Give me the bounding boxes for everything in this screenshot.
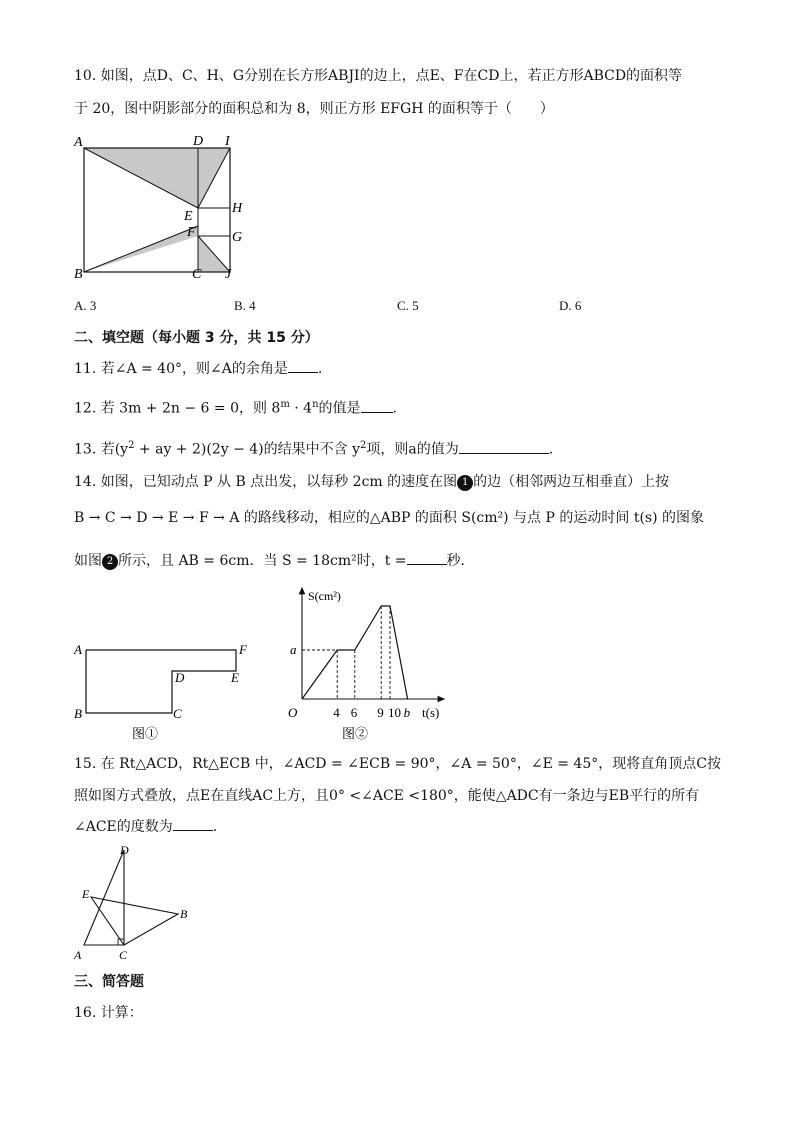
- q12-post: 的值是: [318, 400, 361, 417]
- q12-end: .: [392, 400, 397, 417]
- label-J: J: [225, 267, 232, 282]
- label-F: F: [187, 225, 196, 240]
- fig2-circle-ref: 2: [102, 554, 118, 570]
- q13-mid1: + ay + 2)(2y − 4)的结果中不含 y: [134, 441, 360, 458]
- q13-answer-blank[interactable]: [459, 439, 549, 454]
- fig1-caption: 图①: [132, 726, 159, 741]
- q13-sup2: 2: [360, 440, 367, 451]
- q14-line2: B → C → D → E → F → A 的路线移动，相应的△ABP 的面积 S(cm²) 与点 P 的运动时间 t(s) 的图象: [74, 510, 705, 526]
- q14-line3-end: 秒．: [446, 553, 475, 569]
- q12-pre: 12. 若 3m + 2n − 6 = 0，则 8: [74, 400, 281, 417]
- section3-heading: 三、简答题: [74, 974, 144, 990]
- label-G: G: [232, 230, 243, 245]
- q11-post: .: [317, 361, 323, 377]
- section2-heading: 二、填空题（每小题 3 分，共 15 分）: [74, 330, 319, 346]
- q10-option-c[interactable]: C. 5: [397, 298, 419, 313]
- x-axis-label: t(s): [422, 705, 440, 720]
- q14-line3-pre: 如图: [74, 553, 102, 569]
- q14-line1-post: 的边（相邻两边互相垂直）上按: [473, 474, 670, 490]
- q11-pre: 11. 若∠A = 40°，则∠A的余角是: [74, 361, 288, 377]
- q15-label-D: D: [120, 843, 129, 857]
- origin-label: O: [288, 705, 298, 720]
- triangle-ACD: [84, 850, 124, 945]
- label-H: H: [232, 201, 243, 216]
- label-C: C: [192, 267, 202, 282]
- fig1-label-C: C: [173, 706, 182, 721]
- q10-line1: 10. 如图，点D、C、H、G分别在长方形ABJI的边上，点E、F在CD上，若正方形ABCD的面积等: [74, 68, 683, 84]
- q15-figure: [74, 842, 204, 964]
- fig1-label-B: B: [74, 706, 82, 721]
- fig1-label-E: E: [231, 670, 239, 685]
- x-tick-9: 9: [377, 705, 384, 720]
- q11-answer-blank[interactable]: [288, 358, 318, 373]
- q13-sup1: 2: [128, 440, 135, 451]
- q14-line1-pre: 14. 如图，已知动点 P 从 B 点出发，以每秒 2cm 的速度在图: [74, 474, 458, 490]
- q12-sup-n: n: [312, 399, 319, 410]
- q13-mid2: 项，则a的值为: [366, 441, 459, 458]
- q13: [74, 436, 553, 460]
- q12-mid: · 4: [289, 400, 313, 417]
- q16: 16. 计算：: [74, 1005, 143, 1021]
- q12: [74, 395, 397, 419]
- fig1-label-F: F: [239, 642, 247, 657]
- q15-answer-blank[interactable]: [173, 816, 213, 831]
- label-I: I: [225, 134, 230, 149]
- triangle-ECB: [91, 897, 178, 945]
- q15-line1: 15. 在 Rt△ACD，Rt△ECB 中，∠ACD = ∠ECB = 90°，∠A = 50°，∠E = 45°，现将直角顶点C按: [74, 756, 721, 772]
- q15-line3-pre: ∠ACE的度数为: [74, 819, 173, 835]
- x-tick-b: b: [403, 705, 411, 720]
- q14-line3-mid: 所示，且 AB = 6cm．当 S = 18cm²时，t =: [118, 553, 407, 569]
- fig1-circle-ref: 1: [457, 475, 473, 491]
- q13-end: .: [548, 441, 554, 458]
- q15-label-C: C: [119, 948, 128, 962]
- q12-answer-blank[interactable]: [361, 398, 393, 413]
- label-E: E: [184, 209, 193, 224]
- label-D: D: [193, 134, 204, 149]
- fig1-path: [86, 650, 236, 713]
- x-tick-4: 4: [333, 705, 340, 720]
- q14-line3: [74, 550, 475, 571]
- q15-label-A: A: [74, 948, 82, 962]
- label-B: B: [74, 267, 83, 282]
- q14-answer-blank[interactable]: [407, 550, 447, 565]
- q12-sup-m: m: [280, 399, 290, 410]
- q10-option-d[interactable]: D. 6: [559, 298, 582, 313]
- label-A: A: [74, 135, 83, 150]
- q11: [74, 358, 322, 379]
- x-tick-6: 6: [350, 705, 358, 720]
- q14-line1: [74, 472, 669, 492]
- q13-pre: 13. 若(y: [74, 441, 129, 458]
- q15-label-E: E: [82, 887, 90, 901]
- q15-line3: [74, 816, 217, 837]
- q14-figure2-chart: [284, 586, 454, 746]
- fig1-label-A: A: [74, 642, 82, 657]
- q10-option-b[interactable]: B. 4: [234, 298, 256, 313]
- q15-label-B: B: [180, 907, 188, 921]
- fig2-caption: 图②: [342, 726, 369, 741]
- x-tick-10: 10: [388, 705, 401, 720]
- seg-BF: [84, 226, 198, 272]
- q10-option-a[interactable]: A. 3: [74, 298, 97, 313]
- fig1-label-D: D: [175, 670, 185, 685]
- a-label: a: [290, 642, 297, 657]
- q15-line2: 照如图方式叠放，点E在直线AC上方，且0° <∠ACE <180°，能使△ADC有一条边与EB平行的所有: [74, 788, 700, 804]
- y-axis-label: S(cm²): [308, 589, 341, 603]
- q15-line3-end: .: [212, 819, 218, 835]
- q14-figure1: [74, 640, 264, 745]
- q10-line2: 于 20，图中阴影部分的面积总和为 8，则正方形 EFGH 的面积等于（ ）: [74, 101, 554, 117]
- q10-figure: [74, 130, 244, 280]
